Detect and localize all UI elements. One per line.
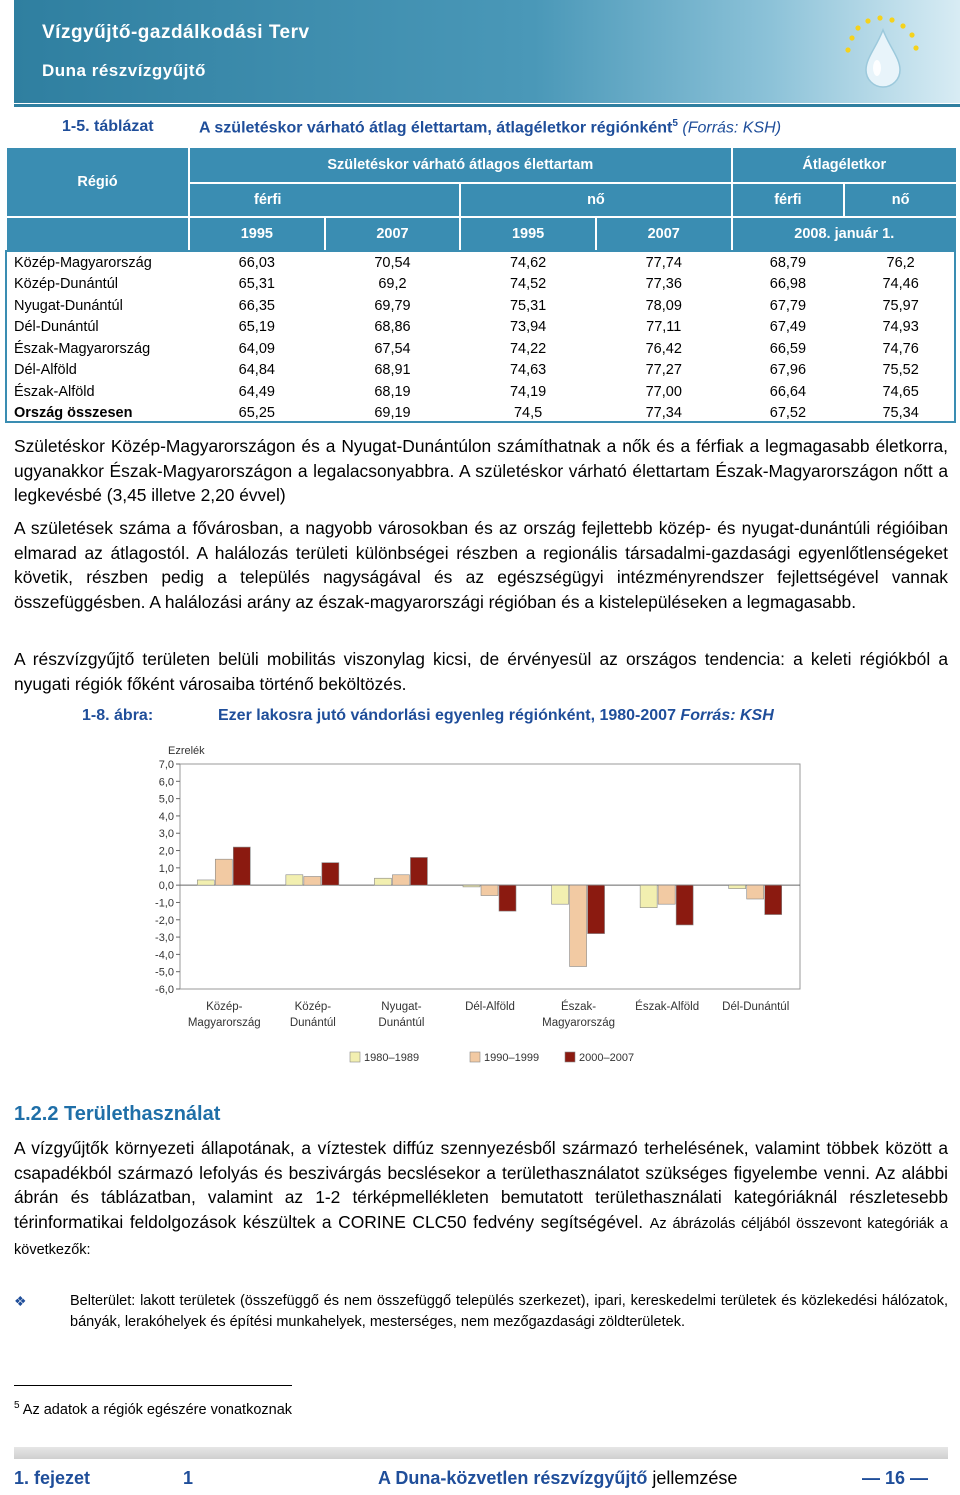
bar [286,875,303,885]
value-cell: 74,93 [882,319,919,336]
x-tick-label: Magyarország [187,1017,261,1029]
bar [676,885,693,925]
value-cell: 74,22 [509,340,547,357]
header-divider [14,104,960,107]
value-cell: 66,03 [238,254,275,271]
col-region-header: Régió [6,147,189,217]
x-tick-label: Közép- [294,1001,332,1013]
year-header-empty [6,217,189,251]
value-cell: 66,64 [769,383,807,400]
header-subtitle: Duna részvízgyűjtő [42,61,206,80]
bullet-icon: ❖ [14,1293,27,1309]
value-cell: 64,84 [238,362,275,379]
table-row [6,295,957,317]
paragraph-2: A születések száma a fővárosban, a nagyobb városokban és az ország fejlettebb közép- és nyugat-dunántúli régióiban elmarad az átlagostól. A halálozás területi különbségei részben a regionális társadalmi-gazdasági egyenlőtlenségeket követik, részben pedig a település nagyságával és az egészségügyi intézményrendszer fejlettségével vannak összefüggésben. A halálozási arány az észak-magyarországi régióban és a kistelepüléseken a legmagasabb. [14,518,948,612]
footnote [14,1400,292,1418]
region-cell: Dél-Alföld [14,362,77,379]
value-cell: 68,19 [374,383,411,400]
table-caption-sup: 5 [672,118,678,129]
value-cell: 74,63 [509,362,547,379]
value-cell: 75,31 [509,297,547,314]
legend-label: 1990–1999 [484,1052,540,1064]
subheader-male-1: férfi [189,183,460,217]
value-cell: 78,09 [645,297,682,314]
paragraph-3: A részvízgyűjtő területen belüli mobilitás viszonylag kicsi, de érvényesül az országos tendencia: a keleti régiókból a nyugati régiók főként városaiba történő beköltözés. [14,649,948,694]
year-header: 1995 [460,217,596,251]
header-banner [14,0,960,103]
value-cell: 74,5 [513,405,543,422]
value-cell: 77,27 [645,362,682,379]
value-cell: 75,34 [882,405,919,422]
region-cell: Észak-Alföld [14,383,95,400]
footer-page-number: 16 [885,1468,906,1488]
value-cell: 74,65 [882,383,919,400]
region-cell: Dél-Dunántúl [14,319,99,336]
value-cell: 73,94 [509,319,547,336]
value-cell: 66,59 [769,340,807,357]
paragraph-4 [14,1136,948,1263]
bar [658,885,675,904]
value-cell: 65,25 [238,405,275,422]
region-cell: Ország összesen [14,405,133,422]
value-cell: 67,79 [769,297,807,314]
table-row [6,338,957,360]
value-cell: 74,76 [882,340,919,357]
table-caption-number: 1-5. táblázat [62,118,154,135]
bar [410,857,427,885]
value-cell: 68,86 [374,319,411,336]
y-tick-label: 4,0 [158,810,174,823]
figure-caption [218,707,774,725]
region-cell: Közép-Dunántúl [14,276,118,293]
figure-caption-text: Ezer lakosra jutó vándorlási egyenleg régiónként, 1980-2007 [218,707,676,724]
legend-swatch [565,1052,575,1062]
header-title: Vízgyűjtő-gazdálkodási Terv [42,22,310,43]
value-cell: 75,52 [882,362,919,379]
y-tick-label: 0,0 [158,880,174,893]
migration-balance-chart [100,738,820,1073]
y-tick-label: 6,0 [158,776,174,789]
bar [304,877,321,886]
life-expectancy-table [5,146,958,424]
footnote-text: Az adatok a régiók egészére vonatkoznak [22,1401,293,1418]
year-header: 2007 [596,217,732,251]
paragraph-4-small: Az ábrázolás céljából összevont kategóriák a következők: [14,1215,948,1258]
value-cell: 77,11 [646,319,682,336]
value-cell: 74,19 [509,383,547,400]
bar [765,885,782,914]
legend-swatch [350,1052,360,1062]
y-tick-label: 7,0 [158,759,174,771]
table-row [6,251,957,274]
table-row [6,274,957,296]
legend-swatch [470,1052,480,1062]
footer-page: — 16 — [862,1468,929,1488]
region-cell: Nyugat-Dunántúl [14,297,123,314]
y-tick-label: 1,0 [158,862,174,875]
x-tick-label: Közép- [206,1001,243,1013]
value-cell: 76,2 [886,254,915,271]
x-tick-label: Magyarország [542,1017,616,1029]
x-tick-label: Nyugat- [381,1001,422,1013]
x-tick-label: Dél-Dunántúl [722,1001,790,1013]
value-cell: 64,49 [238,383,275,400]
year-header: 1995 [189,217,325,251]
table-caption [199,118,781,137]
bar [481,885,498,895]
bar [640,885,657,908]
value-cell: 68,91 [374,362,411,379]
value-cell: 66,35 [238,297,275,314]
x-tick-label: Dél-Alföld [465,1001,515,1013]
y-tick-label: -6,0 [155,984,174,996]
value-cell: 65,31 [238,276,275,293]
subheader-female-1: nő [460,183,731,217]
subheader-female-2: nő [844,183,957,217]
bar [729,885,746,888]
value-cell: 76,42 [645,340,682,357]
x-tick-label: Dunántúl [378,1017,425,1029]
bar [392,875,409,885]
section-heading: 1.2.2 Területhasználat [14,1103,221,1125]
year-header: 2008. január 1. [732,217,957,251]
figure-caption-source: Forrás: KSH [680,707,774,724]
value-cell: 69,19 [374,405,411,422]
eu-drop-logo-icon [828,8,938,96]
legend-label: 1980–1989 [364,1052,420,1064]
value-cell: 77,00 [645,383,682,400]
value-cell: 74,46 [882,276,919,293]
bar [570,885,587,966]
figure-caption-number: 1-8. ábra: [82,707,154,724]
region-cell: Közép-Magyarország [14,254,152,271]
y-axis-label: Ezrelék [168,745,205,757]
y-tick-label: 3,0 [158,828,174,841]
bar [197,880,214,885]
table-row [6,317,957,339]
bar [463,885,480,887]
value-cell: 67,96 [769,362,807,379]
table-row [6,403,957,425]
subheader-male-2: férfi [732,183,845,217]
bar [215,859,232,885]
footnote-divider [14,1385,292,1386]
y-tick-label: 2,0 [158,845,174,858]
y-tick-label: -2,0 [155,914,174,927]
footer-bar [14,1447,948,1459]
paragraph-4-text: A vízgyűjtők környezeti állapotának, a víztestek diffúz szennyezésből származó terhelésének, valamint többek között a csapadékból származó lefolyás és beszivárgás becslésekor a területhasználatot szükséges figyelembe venni. Az alábbi ábrán és táblázatban, valamint az 1-2 térképmellékleten bemutatott területhasználati kategóriáknál részletesebb térinformatikai feldolgozások készültek a CORINE CLC50 fedvény segítségével. [14,1138,948,1232]
value-cell: 68,79 [769,254,807,271]
bar [374,878,391,885]
y-tick-label: -1,0 [155,897,174,910]
value-cell: 67,54 [374,340,411,357]
bar [747,885,764,899]
group-header-life-expectancy: Születéskor várható átlagos élettartam [189,147,732,183]
plot-frame [180,764,800,989]
value-cell: 67,49 [769,319,807,336]
bar [322,863,339,885]
value-cell: 64,09 [238,340,275,357]
table-caption-text: A születéskor várható átlag élettartam, átlagéletkor régiónként [199,119,673,137]
table-row [6,360,957,382]
bar [233,847,250,885]
value-cell: 66,98 [769,276,807,293]
table-body [6,251,957,424]
value-cell: 77,34 [645,405,682,422]
x-tick-label: Észak- [560,1001,597,1013]
x-tick-label: Észak-Alföld [635,1001,700,1013]
footer-title-bold: A Duna-közvetlen részvízgyűjtő [378,1468,648,1488]
footer-chapter-num: 1 [183,1468,194,1488]
value-cell: 74,62 [509,254,547,271]
y-tick-label: 5,0 [158,793,174,806]
value-cell: 77,36 [645,276,682,293]
value-cell: 70,54 [374,254,411,271]
table-caption-source: (Forrás: KSH) [682,119,782,137]
paragraph-1: Születéskor Közép-Magyarországon és a Nyugat-Dunántúlon számíthatnak a nők és a férfiak a legmagasabb életkorra, ugyanakkor Észak-Magyarországon a legalacsonyabbra. A születéskor várható élettartam Észak-Magyarországon nőtt a legkevésbé (3,45 illetve 2,20 évvel) [14,436,948,505]
y-tick-label: -3,0 [155,932,174,945]
footer-chapter: 1. fejezet [14,1468,91,1488]
region-cell: Észak-Magyarország [14,340,151,357]
bar [588,885,605,933]
legend-label: 2000–2007 [579,1052,635,1064]
y-tick-label: -5,0 [155,966,174,979]
table-row [6,381,957,403]
bullet-text: Belterület: lakott területek (összefüggő és nem összefüggő település szerkezet), ipari, kereskedelmi területek és közlekedési hálózatok, bányák, lerakóhelyek és építési munkahelyek, mesterséges, nem mezőgazdasági zöldterületek. [70,1293,948,1330]
footer-title-plain: jellemzése [652,1468,738,1488]
bar [499,885,516,911]
value-cell: 69,2 [378,276,407,293]
footnote-sup: 5 [14,1400,20,1411]
value-cell: 67,52 [769,405,807,422]
x-tick-label: Dunántúl [289,1017,336,1029]
value-cell: 77,74 [645,254,682,271]
footer-title [378,1468,737,1489]
value-cell: 74,52 [509,276,547,293]
value-cell: 69,79 [374,297,411,314]
bar [552,885,569,904]
y-tick-label: -4,0 [155,949,174,962]
value-cell: 75,97 [882,297,919,314]
group-header-average-age: Átlagéletkor [732,147,957,183]
value-cell: 65,19 [238,319,275,336]
year-header: 2007 [325,217,461,251]
